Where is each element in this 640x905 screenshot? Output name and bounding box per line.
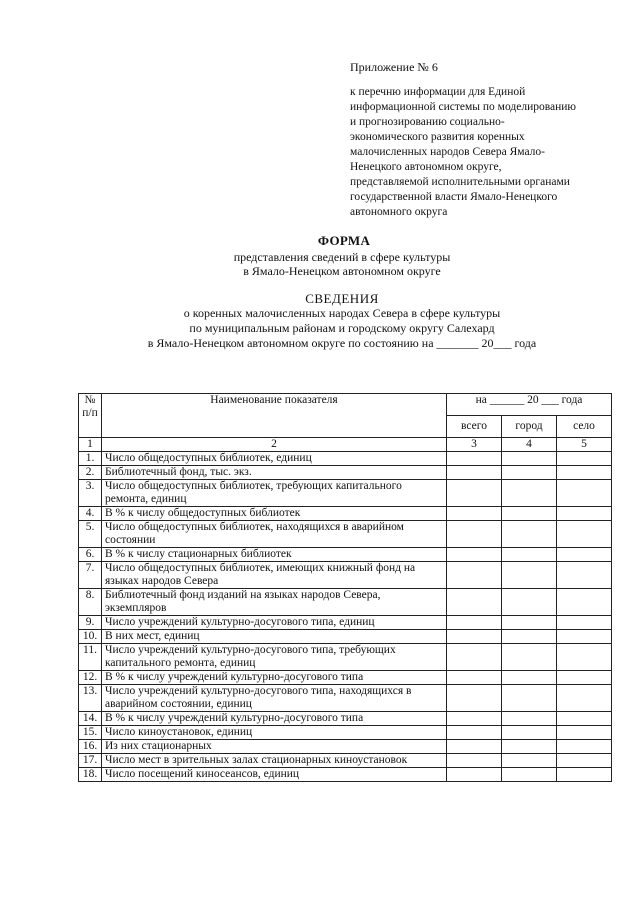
city-cell[interactable] — [502, 754, 557, 768]
table-row — [79, 466, 612, 480]
form-subtitle — [22, 250, 640, 278]
appendix-line: представляемой исполнительными органами — [350, 176, 570, 188]
table-row — [79, 740, 612, 754]
indicator-name: Число общедоступных библиотек, требующих капитального ремонта, единиц — [102, 480, 447, 507]
column-number: 4 — [502, 438, 557, 452]
table-row — [79, 726, 612, 740]
total-cell[interactable] — [447, 644, 502, 671]
total-cell[interactable] — [447, 740, 502, 754]
appendix-line: автономного округа — [350, 206, 448, 218]
total-cell[interactable] — [447, 452, 502, 466]
city-cell[interactable] — [502, 452, 557, 466]
indicator-name: В % к числу учреждений культурно-досугового типа — [102, 671, 447, 685]
city-cell[interactable] — [502, 521, 557, 548]
svedeniya-title: СВЕДЕНИЯ — [305, 291, 379, 306]
form-subtitle-line: в Ямало-Ненецком автономном округе — [243, 264, 441, 278]
village-cell[interactable] — [557, 616, 612, 630]
report-table — [78, 393, 612, 782]
table-row — [79, 768, 612, 782]
village-cell[interactable] — [557, 630, 612, 644]
total-cell[interactable] — [447, 685, 502, 712]
table-row — [79, 644, 612, 671]
indicator-name: В % к числу стационарных библиотек — [102, 548, 447, 562]
total-cell[interactable] — [447, 480, 502, 507]
village-cell[interactable] — [557, 768, 612, 782]
column-number: 2 — [102, 438, 447, 452]
indicator-name: Библиотечный фонд изданий на языках народов Севера, экземпляров — [102, 589, 447, 616]
table-row — [79, 521, 612, 548]
indicator-name: Из них стационарных — [102, 740, 447, 754]
city-cell[interactable] — [502, 548, 557, 562]
village-cell[interactable] — [557, 644, 612, 671]
svedeniya-subtitle — [22, 306, 640, 351]
appendix-line: экономического развития коренных — [350, 131, 525, 143]
village-cell[interactable] — [557, 740, 612, 754]
total-cell[interactable] — [447, 630, 502, 644]
column-number: 1 — [79, 438, 102, 452]
appendix-line: информационной системы по моделированию — [350, 101, 577, 113]
table-row — [79, 480, 612, 507]
table-row — [79, 452, 612, 466]
city-cell[interactable] — [502, 712, 557, 726]
total-cell[interactable] — [447, 521, 502, 548]
city-cell[interactable] — [502, 630, 557, 644]
village-cell[interactable] — [557, 726, 612, 740]
appendix-block — [350, 60, 612, 220]
indicator-name: Число киноустановок, единиц — [102, 726, 447, 740]
appendix-title: Приложение № 6 — [350, 60, 438, 74]
table-row — [79, 712, 612, 726]
city-cell[interactable] — [502, 685, 557, 712]
row-number: 9. — [79, 616, 102, 630]
total-cell[interactable] — [447, 562, 502, 589]
row-number: 11. — [79, 644, 102, 671]
indicator-name: Число общедоступных библиотек, находящихся в аварийном состоянии — [102, 521, 447, 548]
village-cell[interactable] — [557, 480, 612, 507]
indicator-name: В них мест, единиц — [102, 630, 447, 644]
header-col-city: город — [502, 416, 557, 438]
village-cell[interactable] — [557, 589, 612, 616]
table-row — [79, 548, 612, 562]
indicator-name: Число учреждений культурно-досугового типа, находящихся в аварийном состоянии, единиц — [102, 685, 447, 712]
row-number: 3. — [79, 480, 102, 507]
row-number: 16. — [79, 740, 102, 754]
city-cell[interactable] — [502, 562, 557, 589]
indicator-name: Число учреждений культурно-досугового типа, единиц — [102, 616, 447, 630]
row-number: 2. — [79, 466, 102, 480]
table-row — [79, 507, 612, 521]
appendix-line: государственной власти Ямало-Ненецкого — [350, 191, 558, 203]
row-number: 14. — [79, 712, 102, 726]
table-row — [79, 562, 612, 589]
svedeniya-line: по муниципальным районам и городскому округу Салехард — [189, 321, 495, 335]
village-cell[interactable] — [557, 685, 612, 712]
row-number: 1. — [79, 452, 102, 466]
total-cell[interactable] — [447, 548, 502, 562]
row-number: 10. — [79, 630, 102, 644]
svedeniya-line: о коренных малочисленных народах Севера в сфере культуры — [183, 306, 501, 320]
table-row — [79, 671, 612, 685]
appendix-line: к перечню информации для Единой — [350, 86, 526, 98]
village-cell[interactable] — [557, 466, 612, 480]
row-number: 8. — [79, 589, 102, 616]
table-row — [79, 685, 612, 712]
indicator-name: Библиотечный фонд, тыс. экз. — [102, 466, 447, 480]
appendix-line: Ненецкого автономном округе, — [350, 161, 502, 173]
total-cell[interactable] — [447, 712, 502, 726]
city-cell[interactable] — [502, 480, 557, 507]
total-cell[interactable] — [447, 754, 502, 768]
indicator-name: Число мест в зрительных залах стационарных киноустановок — [102, 754, 447, 768]
header-col-village: село — [557, 416, 612, 438]
column-number: 3 — [447, 438, 502, 452]
village-cell[interactable] — [557, 452, 612, 466]
header-num: № п/п — [79, 394, 102, 438]
total-cell[interactable] — [447, 507, 502, 521]
header-period: на ______ 20 ___ года — [447, 394, 612, 416]
svedeniya-line: в Ямало-Ненецком автономном округе по состоянию на _______ 20___ года — [147, 336, 537, 350]
indicator-name: В % к числу общедоступных библиотек — [102, 507, 447, 521]
table-row — [79, 616, 612, 630]
indicator-name: В % к числу учреждений культурно-досугового типа — [102, 712, 447, 726]
row-number: 12. — [79, 671, 102, 685]
row-number: 4. — [79, 507, 102, 521]
village-cell[interactable] — [557, 507, 612, 521]
total-cell[interactable] — [447, 726, 502, 740]
row-number: 13. — [79, 685, 102, 712]
city-cell[interactable] — [502, 740, 557, 754]
column-number: 5 — [557, 438, 612, 452]
city-cell[interactable] — [502, 768, 557, 782]
city-cell[interactable] — [502, 644, 557, 671]
row-number: 17. — [79, 754, 102, 768]
city-cell[interactable] — [502, 507, 557, 521]
total-cell[interactable] — [447, 466, 502, 480]
column-numbers-row — [79, 438, 612, 452]
city-cell[interactable] — [502, 466, 557, 480]
total-cell[interactable] — [447, 589, 502, 616]
indicator-name: Число учреждений культурно-досугового типа, требующих капитального ремонта, единиц — [102, 644, 447, 671]
row-number: 5. — [79, 521, 102, 548]
row-number: 7. — [79, 562, 102, 589]
row-number: 18. — [79, 768, 102, 782]
total-cell[interactable] — [447, 616, 502, 630]
header-name: Наименование показателя — [102, 394, 447, 438]
table-row — [79, 754, 612, 768]
form-title: ФОРМА — [317, 233, 371, 248]
city-cell[interactable] — [502, 616, 557, 630]
header-col-total: всего — [447, 416, 502, 438]
row-number: 15. — [79, 726, 102, 740]
village-cell[interactable] — [557, 548, 612, 562]
form-subtitle-line: представления сведений в сфере культуры — [233, 250, 451, 264]
village-cell[interactable] — [557, 671, 612, 685]
city-cell[interactable] — [502, 671, 557, 685]
total-cell[interactable] — [447, 768, 502, 782]
village-cell[interactable] — [557, 521, 612, 548]
city-cell[interactable] — [502, 726, 557, 740]
table-row — [79, 589, 612, 616]
indicator-name: Число общедоступных библиотек, имеющих книжный фонд на языках народов Севера — [102, 562, 447, 589]
indicator-name: Число посещений киносеансов, единиц — [102, 768, 447, 782]
village-cell[interactable] — [557, 754, 612, 768]
appendix-line: малочисленных народов Севера Ямало- — [350, 146, 545, 158]
city-cell[interactable] — [502, 589, 557, 616]
village-cell[interactable] — [557, 712, 612, 726]
row-number: 6. — [79, 548, 102, 562]
village-cell[interactable] — [557, 562, 612, 589]
appendix-line: и прогнозированию социально- — [350, 116, 505, 128]
table-row — [79, 630, 612, 644]
indicator-name: Число общедоступных библиотек, единиц — [102, 452, 447, 466]
total-cell[interactable] — [447, 671, 502, 685]
